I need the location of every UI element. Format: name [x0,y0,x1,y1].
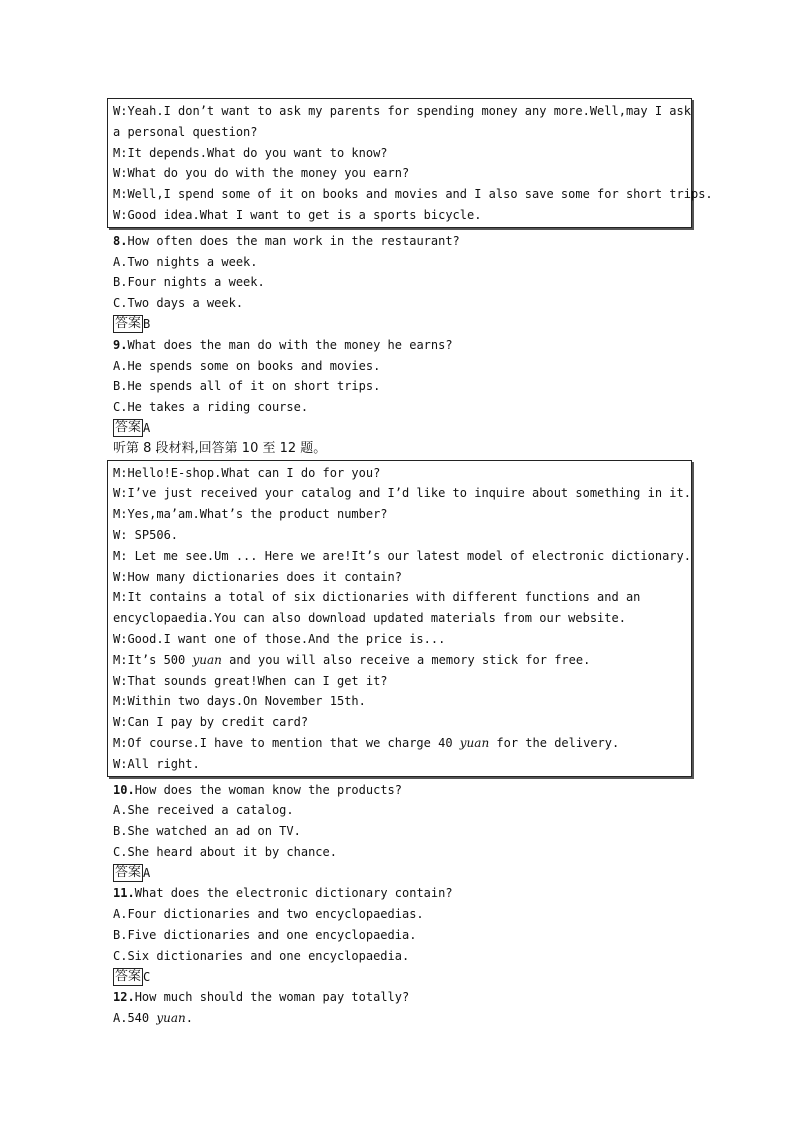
option-a: A.Four dictionaries and two encyclopaedias. [113,907,424,922]
dialogue-line: W:What do you do with the money you earn? [113,166,410,181]
question-stem [113,231,693,252]
dialogue-box-2 [107,460,692,777]
question-stem [113,780,693,801]
option-c: C.Six dictionaries and one encyclopaedia. [113,948,410,963]
answer-row [113,314,693,335]
dialogue-line: M:It depends.What do you want to know? [113,145,388,160]
dialogue-line: W:How many dictionaries does it contain? [113,569,402,584]
option-a: A.He spends some on books and movies. [113,358,381,373]
dialogue-line: M:Within two days.On November 15th. [113,694,366,709]
answer-label: 答案 [115,315,142,331]
answer-label: 答案 [115,419,142,435]
question-10 [107,780,693,884]
dialogue-line: M:Hello!E-shop.What can I do for you? [113,465,381,480]
dialogue-line: M: Let me see.Um ... Here we are!It’s our latest model of electronic dictionary. [113,548,691,563]
section-instruction: 听第 8 段材料,回答第 10 至 12 题。 [113,440,327,456]
option-text: . [185,1011,193,1026]
dialogue-text: and you will also receive a memory stick for free. [221,652,591,667]
question-12 [107,987,693,1029]
question-number: 10. [113,782,135,797]
dialogue-line: W:All right. [113,756,200,771]
option-c: C.She heard about it by chance. [113,844,337,859]
option-b: B.He spends all of it on short trips. [113,379,381,394]
option-b: B.She watched an ad on TV. [113,824,301,839]
answer-value: C [143,969,151,984]
dialogue-box-1 [107,98,713,228]
dialogue-line: W:Yeah.I don’t want to ask my parents for spending money any more.Well,may I ask [113,104,691,118]
dialogue-line: W:Good.I want one of those.And the price is... [113,631,446,646]
dialogue-line [113,650,687,671]
option-text: A.540 [113,1011,157,1026]
dialogue-line: W:That sounds great!When can I get it? [113,673,388,688]
question-text: What does the electronic dictionary contain? [134,886,453,901]
dialogue-line [113,733,687,754]
answer-row [113,967,693,988]
currency-unit: yuan [156,1011,186,1026]
question-text: How does the woman know the products? [134,782,402,797]
dialogue-line: M:Yes,ma’am.What’s the product number? [113,507,388,522]
answer-row [113,863,693,884]
dialogue-text: for the delivery. [489,735,620,750]
question-stem [113,987,693,1008]
question-9 [107,335,693,439]
question-number: 12. [113,990,135,1005]
dialogue-line: W: SP506. [113,527,179,542]
question-number: 9. [113,337,128,352]
dialogue-line: M:It contains a total of six dictionaries with different functions and an [113,590,641,605]
answer-value: A [143,865,151,880]
answer-row [113,418,693,439]
dialogue-line: a personal question? [113,124,258,139]
question-number: 11. [113,886,135,901]
dialogue-text: M:It’s 500 [113,652,193,667]
option-b: B.Five dictionaries and one encyclopaedia. [113,928,417,943]
dialogue-text: M:Of course.I have to mention that we charge 40 [113,735,460,750]
question-text: How much should the woman pay totally? [134,990,410,1005]
question-stem [113,883,693,904]
answer-value: A [143,420,151,435]
dialogue-line: W:Can I pay by credit card? [113,715,309,730]
option-c: C.Two days a week. [113,296,244,311]
question-8 [107,231,693,335]
currency-unit: yuan [192,652,222,667]
dialogue-line: M:Well,I spend some of it on books and movies and I also save some for short trips. [113,187,713,202]
dialogue-line: encyclopaedia.You can also download updated materials from our website. [113,611,626,626]
question-text: How often does the man work in the restaurant? [127,233,460,248]
answer-label: 答案 [115,968,142,984]
section-instruction-block [107,439,693,460]
option-a: A.She received a catalog. [113,803,294,818]
option-a [113,1008,693,1029]
question-11 [107,883,693,987]
dialogue-line: W:Good idea.What I want to get is a sports bicycle. [113,207,482,222]
question-number: 8. [113,233,128,248]
exam-page [107,98,713,1029]
answer-label: 答案 [115,864,142,880]
currency-unit: yuan [459,735,490,750]
question-stem [113,335,693,356]
option-b: B.Four nights a week. [113,275,265,290]
dialogue-line: W:I’ve just received your catalog and I’d like to inquire about something in it. [113,486,691,501]
answer-value: B [143,316,151,331]
question-text: What does the man do with the money he earns? [127,337,453,352]
option-a: A.Two nights a week. [113,254,258,269]
option-c: C.He takes a riding course. [113,400,309,415]
